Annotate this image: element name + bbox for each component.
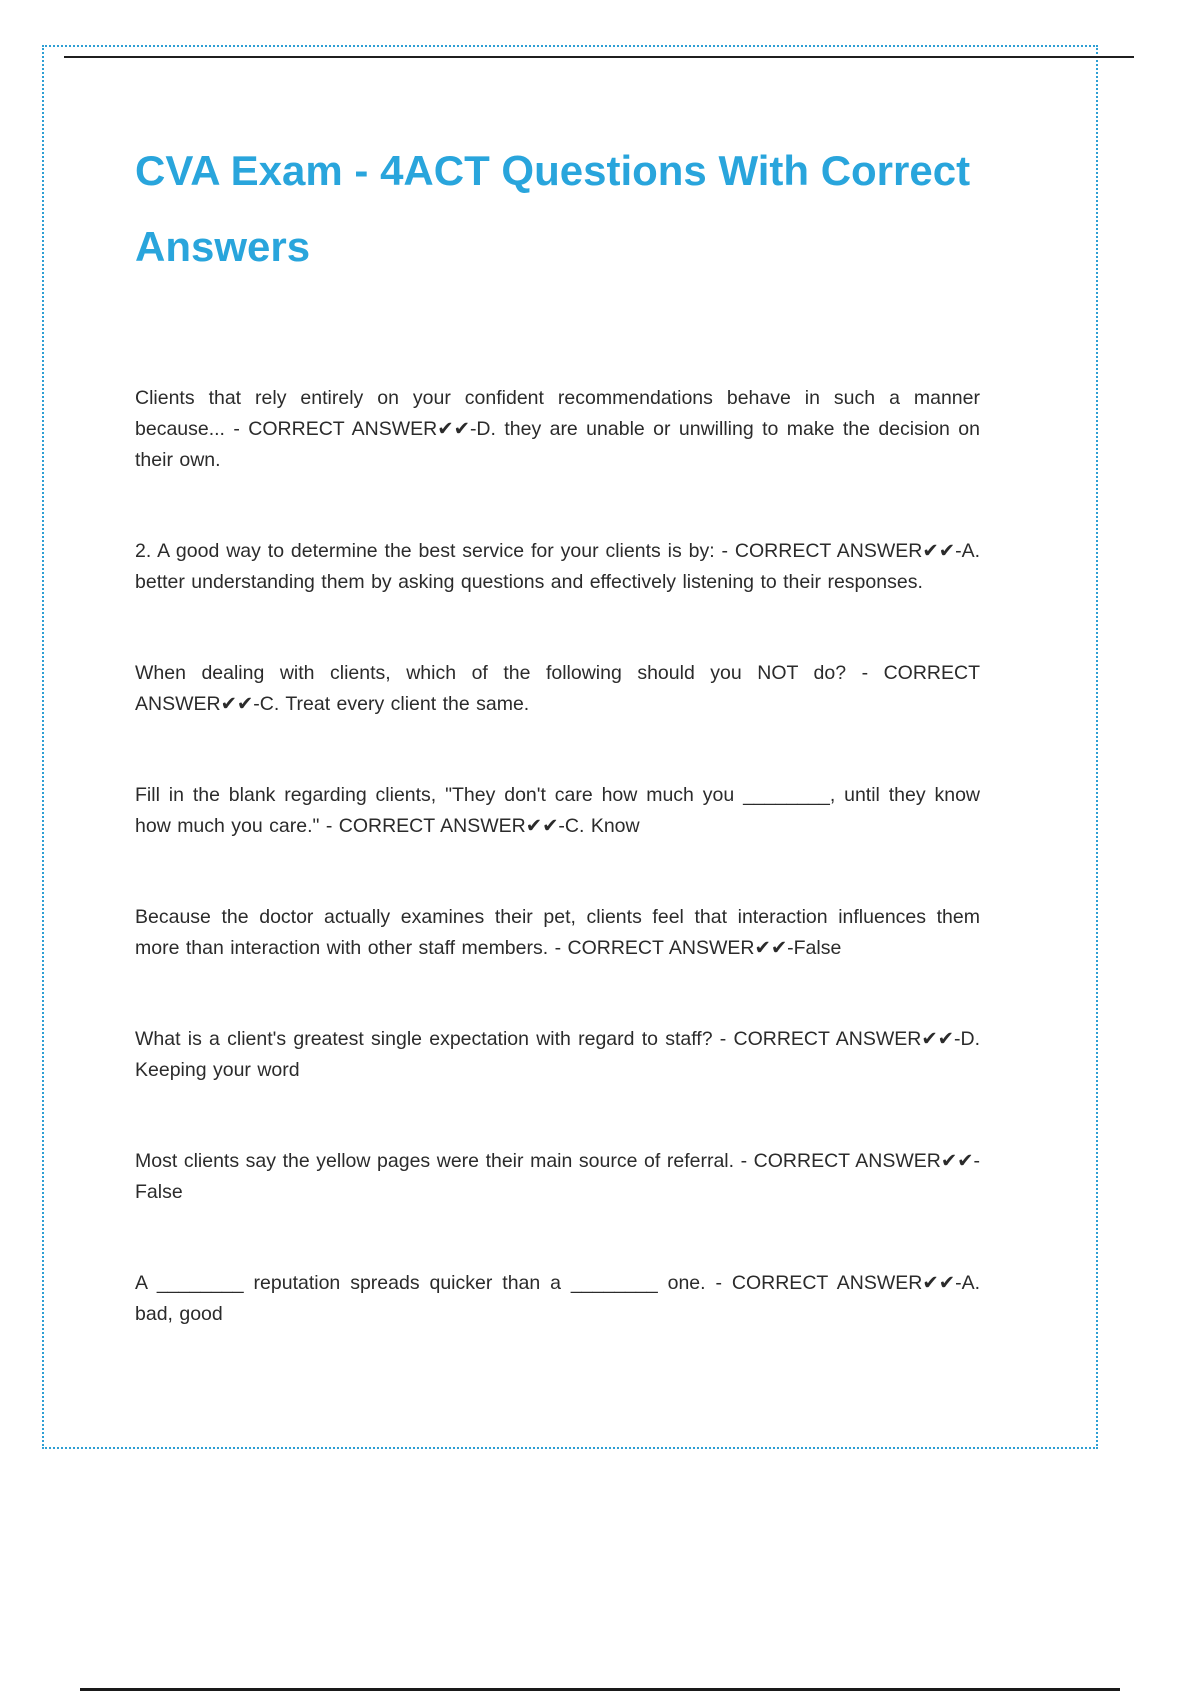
document-title: CVA Exam - 4ACT Questions With Correct Answers [135, 147, 971, 270]
question-answer-paragraph: Most clients say the yellow pages were their main source of referral. - CORRECT ANSWER✔✔-False [135, 1150, 980, 1203]
top-horizontal-rule [64, 56, 1134, 58]
question-answer-paragraph: A ________ reputation spreads quicker than a ________ one. - CORRECT ANSWER✔✔-A. bad, good [135, 1272, 980, 1325]
question-answer-paragraph: 2. A good way to determine the best service for your clients is by: - CORRECT ANSWER✔✔-A. better understanding them by asking questions and effectively listening to their responses. [135, 540, 980, 593]
question-answer-paragraph: Because the doctor actually examines their pet, clients feel that interaction influences them more than interaction with other staff members. - CORRECT ANSWER✔✔-False [135, 906, 980, 959]
document-page [135, 133, 980, 1390]
question-answer-paragraph: Fill in the blank regarding clients, "They don't care how much you ________, until they know how much you care." - CORRECT ANSWER✔✔-C. Know [135, 784, 980, 837]
question-answer-paragraph: What is a client's greatest single expectation with regard to staff? - CORRECT ANSWER✔✔-D. Keeping your word [135, 1028, 980, 1081]
bottom-horizontal-rule [80, 1688, 1120, 1691]
question-answer-paragraph: When dealing with clients, which of the following should you NOT do? - CORRECT ANSWER✔✔-C. Treat every client the same. [135, 662, 980, 715]
question-answer-paragraph: Clients that rely entirely on your confident recommendations behave in such a manner because... - CORRECT ANSWER✔✔-D. they are unable or unwilling to make the decision on their own. [135, 387, 980, 471]
